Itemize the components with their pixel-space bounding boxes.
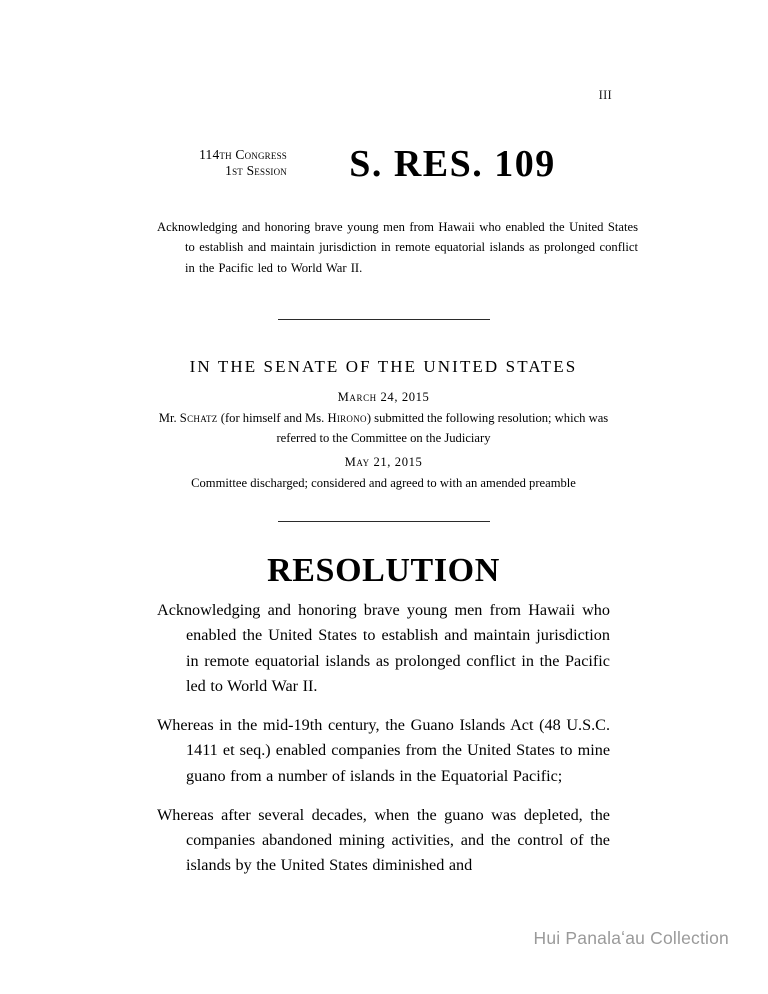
resolution-body — [157, 598, 610, 879]
resolution-title: RESOLUTION — [267, 552, 500, 589]
cosponsor-name: Hirono — [327, 411, 367, 425]
masthead — [157, 145, 610, 185]
action-text-first — [157, 409, 610, 448]
divider-rule-bottom — [278, 521, 490, 522]
bill-designation: S. RES. 109 — [349, 143, 556, 185]
collection-watermark: Hui Panalaʻau Collection — [533, 928, 729, 948]
bill-summary: Acknowledging and honoring brave young men from Hawaii who enabled the United States to establish and maintain jurisdiction in remote equatorial islands as prolonged conflict in the Pacific led to World War II. — [157, 220, 638, 275]
action-date-first: March 24, 2015 — [337, 390, 430, 404]
sponsor-prefix: Mr. — [158, 411, 180, 425]
clause-whereas-2: Whereas after several decades, when the guano was depleted, the companies abandoned mining activities, and the control of the islands by the United States diminished and — [157, 805, 610, 875]
chamber-heading: IN THE SENATE OF THE UNITED STATES — [189, 357, 578, 376]
page-number: III — [598, 88, 612, 102]
clause-preamble: Acknowledging and honoring brave young men from Hawaii who enabled the United States to establish and maintain jurisdiction in remote equatorial islands as prolonged conflict in the Pacific led to World War II. — [157, 601, 610, 695]
congress-session-block — [157, 147, 287, 183]
referral-text: ) submitted the following resolution; which was referred to the Committee on the Judiciary — [276, 411, 609, 445]
cosponsor-prefix: (for himself and Ms. — [217, 411, 328, 425]
divider-rule-top — [278, 319, 490, 320]
congress-label: 114th Congress — [199, 147, 287, 163]
session-label: 1st Session — [225, 163, 287, 178]
clause-whereas-1: Whereas in the mid-19th century, the Guano Islands Act (48 U.S.C. 1411 et seq.) enabled companies from the United States to mine guano from a number of islands in the Equatorial Pacific; — [157, 716, 610, 785]
action-date-second: May 21, 2015 — [344, 455, 423, 469]
sponsor-name: Schatz — [179, 411, 218, 425]
action-text-second: Committee discharged; considered and agreed to with an amended preamble — [191, 476, 576, 490]
